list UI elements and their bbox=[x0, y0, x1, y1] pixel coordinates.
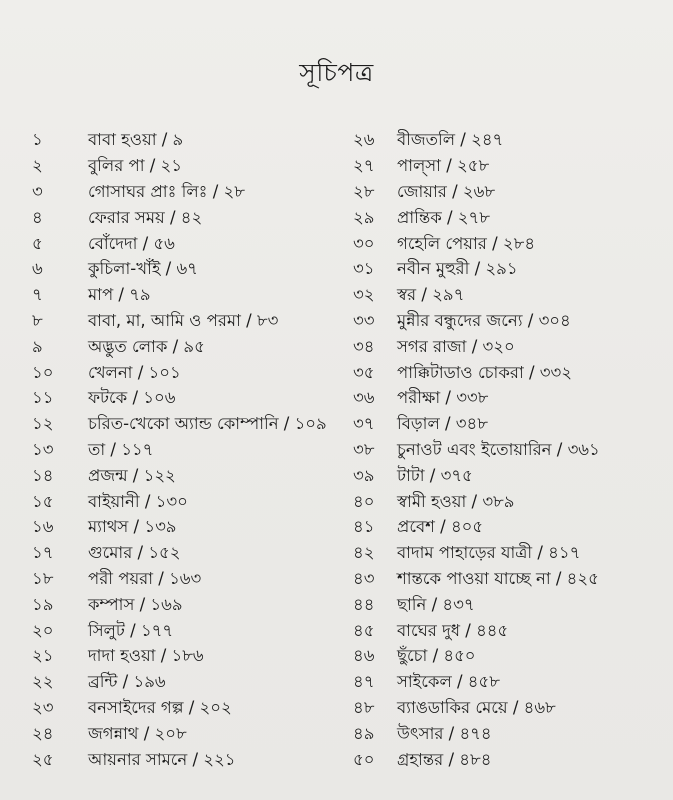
contents-entry bbox=[353, 670, 658, 696]
entry-title-page: ছুঁচো / ৪৫০ bbox=[397, 646, 476, 666]
entry-number: ১৪ bbox=[32, 465, 54, 485]
entry-title-page: তা / ১১৭ bbox=[88, 439, 154, 459]
entry-number: ৪৭ bbox=[353, 672, 375, 692]
contents-entry bbox=[32, 231, 342, 257]
contents-entry bbox=[353, 541, 658, 567]
entry-title-page: মাপ / ৭৯ bbox=[88, 285, 151, 305]
entry-number: ১৫ bbox=[32, 491, 54, 511]
contents-column-right bbox=[353, 128, 658, 773]
entry-number: ৪২ bbox=[353, 543, 375, 563]
entry-title-page: বাবা, মা, আমি ও পরমা / ৮৩ bbox=[88, 310, 279, 330]
contents-entry bbox=[353, 334, 658, 360]
entry-number: ৩৭ bbox=[353, 414, 375, 434]
entry-title-page: নবীন মুহুরী / ২৯১ bbox=[397, 259, 518, 279]
contents-entry bbox=[353, 309, 658, 335]
entry-title-page: অদ্ভুত লোক / ৯৫ bbox=[88, 336, 205, 356]
contents-entry bbox=[32, 670, 342, 696]
entry-number: ৩১ bbox=[353, 259, 375, 279]
entry-number: ১৬ bbox=[32, 517, 54, 537]
contents-entry bbox=[32, 180, 342, 206]
entry-number: ২৯ bbox=[353, 207, 375, 227]
entry-title-page: বাঘের দুধ / ৪৪৫ bbox=[397, 620, 509, 640]
entry-number: ৬ bbox=[32, 259, 43, 279]
entry-number: ৩৯ bbox=[353, 465, 375, 485]
entry-number: ২২ bbox=[32, 672, 54, 692]
entry-title-page: পাক্কিটাডাও চোকরা / ৩৩২ bbox=[397, 362, 572, 382]
entry-title-page: বোঁদেদা / ৫৬ bbox=[88, 233, 175, 253]
entry-number: ৪৯ bbox=[353, 723, 375, 743]
contents-entry bbox=[353, 567, 658, 593]
entry-title-page: সাইকেল / ৪৫৮ bbox=[397, 672, 500, 692]
entry-number: ১৭ bbox=[32, 543, 54, 563]
entry-number: ৫০ bbox=[353, 749, 375, 769]
entry-number: ৪৫ bbox=[353, 620, 375, 640]
page-title: সূচিপত্র bbox=[299, 58, 374, 87]
contents-entry bbox=[353, 618, 658, 644]
contents-entry bbox=[353, 231, 658, 257]
contents-entry bbox=[32, 360, 342, 386]
contents-entry bbox=[353, 489, 658, 515]
entry-title-page: পাল্সা / ২৫৮ bbox=[397, 156, 490, 176]
entry-number: ২৫ bbox=[32, 749, 54, 769]
contents-entry bbox=[32, 205, 342, 231]
contents-entry bbox=[32, 128, 342, 154]
entry-number: ২৩ bbox=[32, 697, 54, 717]
contents-entry bbox=[32, 644, 342, 670]
contents-entry bbox=[32, 489, 342, 515]
entry-title-page: প্রান্তিক / ২৭৮ bbox=[397, 207, 490, 227]
entry-title-page: চরিত-খেকো অ্যান্ড কোম্পানি / ১০৯ bbox=[88, 414, 327, 434]
entry-number: ৩০ bbox=[353, 233, 375, 253]
contents-entry bbox=[32, 463, 342, 489]
entry-title-page: বাদাম পাহাড়ের যাত্রী / ৪১৭ bbox=[397, 543, 581, 563]
entry-number: ২ bbox=[32, 156, 43, 176]
contents-entry bbox=[353, 128, 658, 154]
contents-entry bbox=[353, 180, 658, 206]
entry-title-page: বনসাইদের গল্প / ২০২ bbox=[88, 697, 232, 717]
entry-title-page: চুনাওট এবং ইতোয়ারিন / ৩৬১ bbox=[397, 439, 600, 459]
entry-title-page: প্রজন্ম / ১২২ bbox=[88, 465, 176, 485]
entry-title-page: বাবা হওয়া / ৯ bbox=[88, 130, 184, 150]
entry-number: ৩২ bbox=[353, 285, 375, 305]
entry-title-page: কুচিলা-খাঁই / ৬৭ bbox=[88, 259, 198, 279]
entry-number: ৩৪ bbox=[353, 336, 375, 356]
entry-number: ৪১ bbox=[353, 517, 375, 537]
entry-number: ১২ bbox=[32, 414, 54, 434]
entry-title-page: বুলির পা / ২১ bbox=[88, 156, 182, 176]
contents-entry bbox=[353, 721, 658, 747]
entry-number: ১ bbox=[32, 130, 43, 150]
entry-title-page: ফেরার সময় / ৪২ bbox=[88, 207, 203, 227]
contents-entry bbox=[32, 154, 342, 180]
entry-number: ২৬ bbox=[353, 130, 375, 150]
entry-title-page: সিলুট / ১৭৭ bbox=[88, 620, 174, 640]
entry-title-page: টাটা / ৩৭৫ bbox=[397, 465, 473, 485]
contents-entry bbox=[353, 257, 658, 283]
contents-entry bbox=[32, 567, 342, 593]
contents-entry bbox=[32, 747, 342, 773]
entry-number: ৩৫ bbox=[353, 362, 375, 382]
entry-number: ৩৩ bbox=[353, 310, 375, 330]
contents-entry bbox=[353, 463, 658, 489]
entry-title-page: জগন্নাথ / ২০৮ bbox=[88, 723, 187, 743]
entry-number: ৪৩ bbox=[353, 568, 375, 588]
contents-entry bbox=[353, 205, 658, 231]
entry-number: ৩ bbox=[32, 182, 43, 201]
contents-entry bbox=[353, 360, 658, 386]
contents-entry bbox=[353, 283, 658, 309]
entry-title-page: গুমোর / ১৫২ bbox=[88, 543, 181, 563]
contents-entry bbox=[32, 334, 342, 360]
entry-title-page: দাদা হওয়া / ১৮৬ bbox=[88, 646, 204, 666]
entry-number: ৫ bbox=[32, 233, 43, 253]
contents-entry bbox=[32, 721, 342, 747]
entry-number: ৯ bbox=[32, 336, 43, 356]
contents-entry bbox=[32, 592, 342, 618]
contents-entry bbox=[353, 592, 658, 618]
entry-number: ৪৪ bbox=[353, 594, 375, 614]
entry-title-page: বীজতলি / ২৪৭ bbox=[397, 130, 504, 150]
contents-entry bbox=[353, 412, 658, 438]
entry-number: ২১ bbox=[32, 646, 54, 666]
contents-entry bbox=[32, 618, 342, 644]
entry-title-page: স্বামী হওয়া / ৩৮৯ bbox=[397, 491, 515, 511]
entry-title-page: জোয়ার / ২৬৮ bbox=[397, 182, 496, 201]
contents-entry bbox=[32, 283, 342, 309]
entry-title-page: প্রবেশ / ৪০৫ bbox=[397, 517, 484, 537]
entry-title-page: খেলনা / ১০১ bbox=[88, 362, 181, 382]
contents-entry bbox=[32, 257, 342, 283]
entry-title-page: বাইয়ানী / ১৩০ bbox=[88, 491, 188, 511]
entry-number: ৩৬ bbox=[353, 388, 375, 408]
entry-number: ১০ bbox=[32, 362, 54, 382]
entry-number: ৪৬ bbox=[353, 646, 375, 666]
contents-entry bbox=[353, 154, 658, 180]
entry-title-page: বিড়াল / ৩৪৮ bbox=[397, 414, 488, 434]
entry-title-page: স্বর / ২৯৭ bbox=[397, 285, 465, 305]
entry-number: ২৭ bbox=[353, 156, 375, 176]
contents-entry bbox=[353, 438, 658, 464]
entry-title-page: পরী পয়রা / ১৬৩ bbox=[88, 568, 202, 588]
entry-title-page: ম্যাথস / ১৩৯ bbox=[88, 517, 177, 537]
entry-title-page: ছানি / ৪৩৭ bbox=[397, 594, 475, 614]
entry-number: ১১ bbox=[32, 388, 54, 408]
contents-entry bbox=[32, 386, 342, 412]
entry-number: ৪০ bbox=[353, 491, 375, 511]
entry-title-page: ব্রন্টি / ১৯৬ bbox=[88, 672, 166, 692]
contents-entry bbox=[32, 515, 342, 541]
contents-entry bbox=[32, 309, 342, 335]
entry-title-page: গ্রহান্তর / ৪৮৪ bbox=[397, 749, 492, 769]
contents-entry bbox=[32, 438, 342, 464]
entry-number: ২৪ bbox=[32, 723, 54, 743]
entry-number: ৪ bbox=[32, 207, 43, 227]
entry-title-page: উৎসার / ৪৭৪ bbox=[397, 723, 492, 743]
entry-title-page: ব্যাঙডাকির মেয়ে / ৪৬৮ bbox=[397, 697, 556, 717]
entry-number: ১৮ bbox=[32, 568, 54, 588]
entry-title-page: গোসাঘর প্রাঃ লিঃ / ২৮ bbox=[88, 182, 245, 201]
entry-title-page: পরীক্ষা / ৩৩৮ bbox=[397, 388, 489, 408]
contents-entry bbox=[353, 644, 658, 670]
entry-number: ২০ bbox=[32, 620, 54, 640]
entry-number: ৮ bbox=[32, 310, 43, 330]
contents-entry bbox=[353, 386, 658, 412]
contents-entry bbox=[353, 696, 658, 722]
entry-title-page: কম্পাস / ১৬৯ bbox=[88, 594, 183, 614]
entry-number: ৪৮ bbox=[353, 697, 375, 717]
contents-entry bbox=[32, 412, 342, 438]
entry-title-page: ফটকে / ১০৬ bbox=[88, 388, 176, 408]
contents-column-left bbox=[32, 128, 342, 773]
entry-number: ১৯ bbox=[32, 594, 54, 614]
entry-number: ৩৮ bbox=[353, 439, 375, 459]
entry-title-page: মুন্নীর বন্ধুদের জন্যে / ৩০৪ bbox=[397, 310, 571, 330]
contents-entry bbox=[32, 541, 342, 567]
contents-entry bbox=[353, 747, 658, 773]
entry-title-page: গহেলি পেয়ার / ২৮৪ bbox=[397, 233, 536, 253]
contents-entry bbox=[353, 515, 658, 541]
contents-entry bbox=[32, 696, 342, 722]
entry-number: ৭ bbox=[32, 285, 43, 305]
entry-number: ২৮ bbox=[353, 182, 375, 201]
entry-title-page: শান্তকে পাওয়া যাচ্ছে না / ৪২৫ bbox=[397, 568, 599, 588]
entry-number: ১৩ bbox=[32, 439, 54, 459]
entry-title-page: সগর রাজা / ৩২০ bbox=[397, 336, 515, 356]
entry-title-page: আয়নার সামনে / ২২১ bbox=[88, 749, 236, 769]
